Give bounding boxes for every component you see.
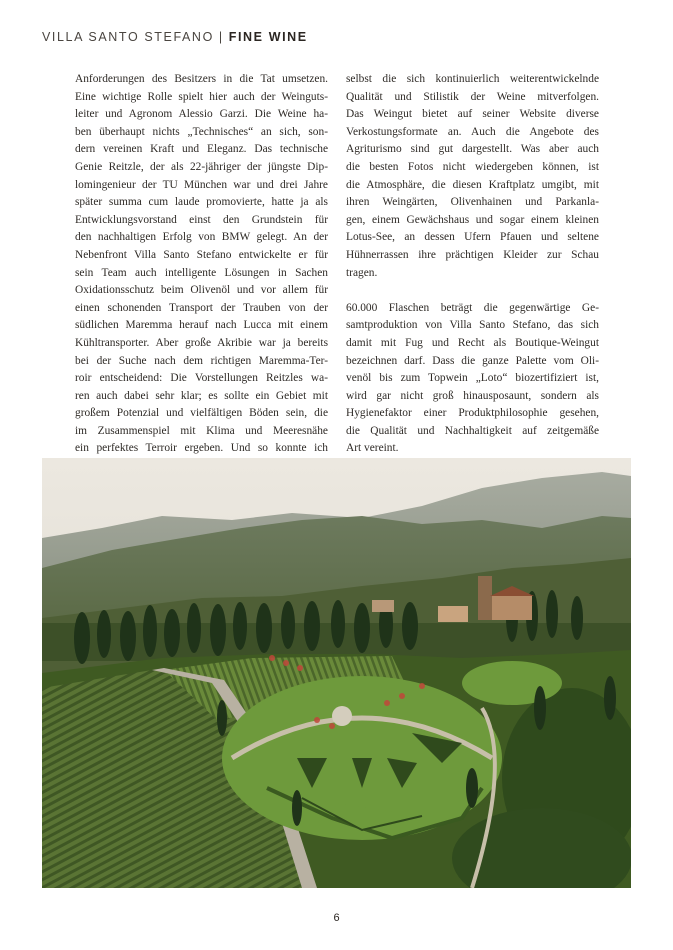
text-line: Das Weingut bietet auf seiner Website diverse: [346, 108, 599, 121]
text-line: wird gar nicht groß hinausposaunt, sondern als: [346, 389, 599, 402]
text-line: ein perfektes Terroir ergeben. Und so konnte ich: [75, 442, 328, 455]
text-line: im Zusammenspiel mit Klima und Meeresnähe: [75, 424, 328, 437]
aerial-vineyard-photo: [42, 458, 631, 888]
page-number: 6: [333, 912, 340, 924]
text-line: 60.000 Flaschen beträgt die gegenwärtige Ge-: [346, 301, 599, 314]
header-title: VILLA SANTO STEFANO: [42, 30, 214, 44]
text-line: Oxidationsschutz beim Olivenöl und vor allem für: [75, 284, 328, 297]
text-line: Genie Reitzle, der als 22-jähriger der jüngste Dip-: [75, 160, 328, 173]
text-line: Qualität und Stilistik der Weine mitverfolgen.: [346, 90, 599, 103]
text-line: Agriturismo sind gut dargestellt. Was aber auch: [346, 143, 599, 156]
text-line: ihren Weingärten, Olivenhainen und Parkanla-: [346, 196, 599, 209]
text-line: Entwicklungsvorstand einst den Grundstein für: [75, 213, 328, 226]
text-line: Eine wichtige Rolle spielt hier auch der Weinguts-: [75, 90, 328, 103]
vineyard-landscape-image: [42, 458, 631, 888]
text-line: Nebenfront Villa Santo Stefano entwickelte er für: [75, 248, 328, 261]
paragraph-gap: [346, 282, 599, 300]
text-line: später summa cum laude promovierte, hatte ja als: [75, 196, 328, 209]
header-subtitle: FINE WINE: [228, 30, 308, 44]
text-line: einen schonenden Transport der Trauben von der: [75, 301, 328, 314]
text-line: südlichen Maremma herauf nach Lucca mit einem: [75, 319, 328, 332]
header-separator: |: [218, 30, 224, 44]
text-line: roir entscheidend: Die Vorstellungen Reitzles wa-: [75, 372, 328, 385]
text-line: großem Potenzial und vielfältigen Böden sein, die: [75, 407, 328, 420]
text-line: den nachhaltigen Erfolg von BMW gelegt. An der: [75, 231, 328, 244]
text-line: selbst die sich kontinuierlich weiterentwickelnde: [346, 73, 599, 85]
text-line: tragen.: [346, 266, 378, 279]
text-line: damit mit Fug und Recht als Boutique-Weingut: [346, 336, 599, 349]
text-line: dern vereinen Kraft und Eleganz. Das technische: [75, 143, 328, 156]
text-line: die Qualität und Nachhaltigkeit auf zeitgemäße: [346, 424, 599, 437]
text-line: ren auch dabei sehr klar; es sollte ein Gebiet mit: [75, 389, 328, 402]
text-line: Hygienefaktor einer Produktphilosophie gesehen,: [346, 407, 599, 420]
text-line: lomingenieur der TU München war und drei Jahre: [75, 178, 328, 191]
text-line: Anforderungen des Besitzers in die Tat umsetzen.: [75, 73, 328, 85]
text-line: samtproduktion von Villa Santo Stefano, das sich: [346, 319, 599, 332]
text-line: ben überhaupt nichts „Technisches“ an sich, son-: [75, 125, 328, 138]
text-line: die Atmosphäre, die diesen Kraftplatz umgibt, mit: [346, 178, 599, 191]
text-line: sein Team auch intelligente Lösungen in Sachen: [75, 266, 328, 279]
text-line: venöl bis zum Topwein „Loto“ biozertifiziert ist,: [346, 372, 599, 385]
text-line: Verkostungsformate an. Auch die Angebote des: [346, 125, 599, 138]
running-header: [42, 30, 308, 44]
text-line: bezeichnen darf. Dass die ganze Palette vom Oli-: [346, 354, 599, 367]
text-line: leiter und Agronom Alessio Garzi. Die Weine ha-: [75, 108, 328, 121]
text-line: Lotus-See, an dessen Ufern Pfauen und seltene: [346, 231, 599, 244]
text-column-right: [346, 71, 599, 458]
text-line: Hühnerrassen ihre prächtigen Kleider zur Schau: [346, 248, 599, 261]
text-line: gen, einem Gewächshaus und sogar einem kleinen: [346, 213, 599, 226]
text-line: bei der Suche nach dem richtigen Maremma-Ter-: [75, 354, 328, 367]
text-line: Art vereint.: [346, 442, 399, 455]
text-line: Kühltransporter. Aber große Akribie war ja bereits: [75, 336, 328, 349]
text-line: die besten Fotos nicht wiedergeben können, ist: [346, 160, 599, 173]
text-column-left: [75, 71, 328, 458]
